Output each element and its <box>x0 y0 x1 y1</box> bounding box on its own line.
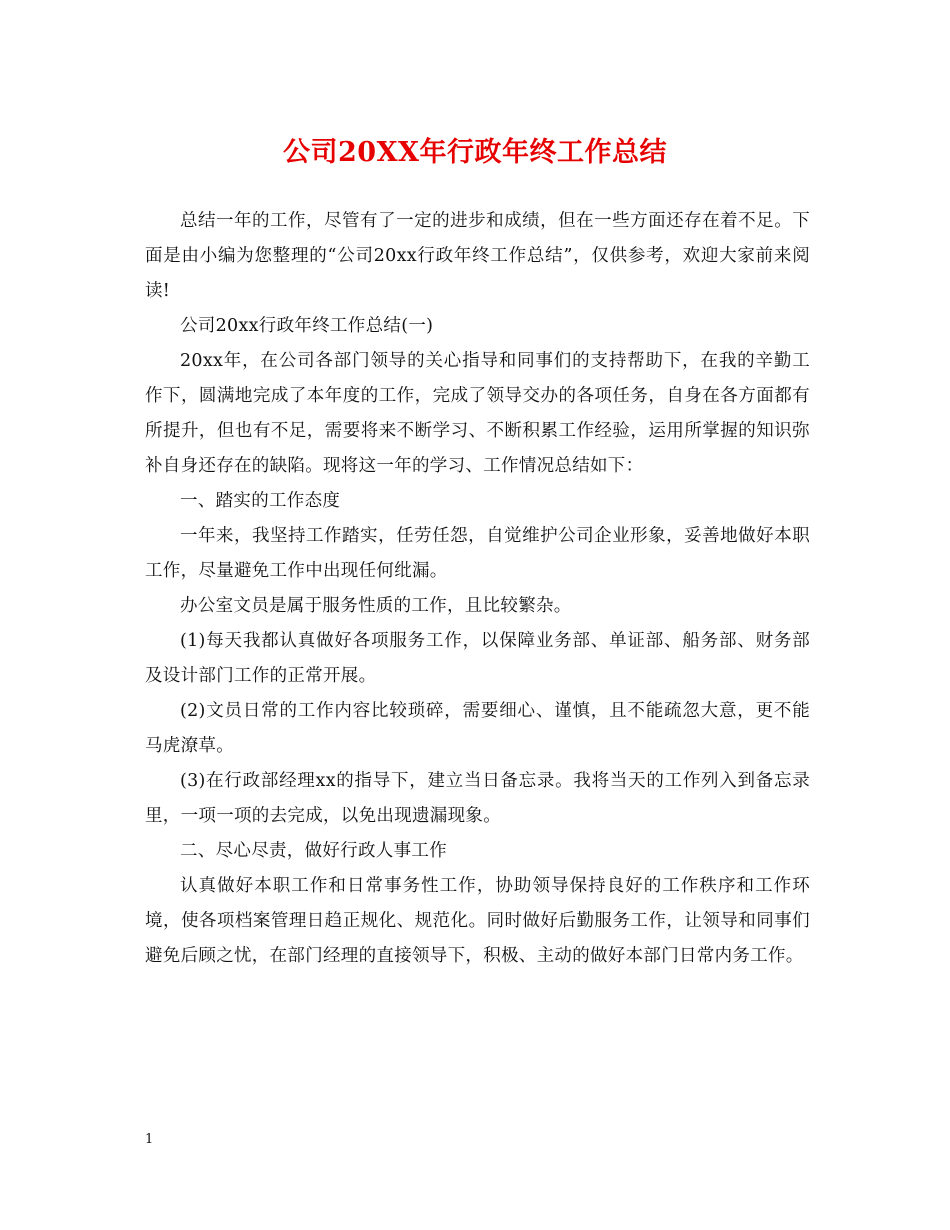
section-heading-hr-work: 二、尽心尽责，做好行政人事工作 <box>180 841 447 861</box>
list-item-2: (2)文员日常的工作内容比较琐碎，需要细心、谨慎，且不能疏忽大意，更不能马虎潦草。 <box>145 701 810 756</box>
section-heading-work-attitude: 一、踏实的工作态度 <box>180 491 341 511</box>
page-title: 公司20XX年行政年终工作总结 <box>283 137 667 168</box>
paragraph-work-attitude: 一年来，我坚持工作踏实，任劳任怨，自觉维护公司企业形象，妥善地做好本职工作，尽量避免工作中出现任何纰漏。 <box>145 526 810 581</box>
page-number: 1 <box>145 1132 154 1147</box>
paragraph-intro: 总结一年的工作，尽管有了一定的进步和成绩，但在一些方面还存在着不足。下面是由小编为您整理的“公司20xx行政年终工作总结”，仅供参考，欢迎大家前来阅读! <box>145 211 810 301</box>
list-item-3: (3)在行政部经理xx的指导下，建立当日备忘录。我将当天的工作列入到备忘录里，一项一项的去完成，以免出现遗漏现象。 <box>145 771 810 826</box>
section-heading-part-one: 公司20xx行政年终工作总结(一) <box>180 316 434 336</box>
paragraph-office-clerk: 办公室文员是属于服务性质的工作，且比较繁杂。 <box>180 596 572 616</box>
paragraph-year-overview: 20xx年，在公司各部门领导的关心指导和同事们的支持帮助下，在我的辛勤工作下，圆满地完成了本年度的工作，完成了领导交办的各项任务，自身在各方面都有所提升，但也有不足，需要将来不断学习、不断积累工作经验，运用所掌握的知识弥补自身还存在的缺陷。现将这一年的学习、工作情况总结如下： <box>145 351 810 476</box>
document-body <box>145 204 810 974</box>
paragraph-hr-work: 认真做好本职工作和日常事务性工作，协助领导保持良好的工作秩序和工作环境，使各项档案管理日趋正规化、规范化。同时做好后勤服务工作，让领导和同事们避免后顾之忧，在部门经理的直接领导下，积极、主动的做好本部门日常内务工作。 <box>145 876 810 966</box>
list-item-1: (1)每天我都认真做好各项服务工作，以保障业务部、单证部、船务部、财务部及设计部门工作的正常开展。 <box>145 631 810 686</box>
